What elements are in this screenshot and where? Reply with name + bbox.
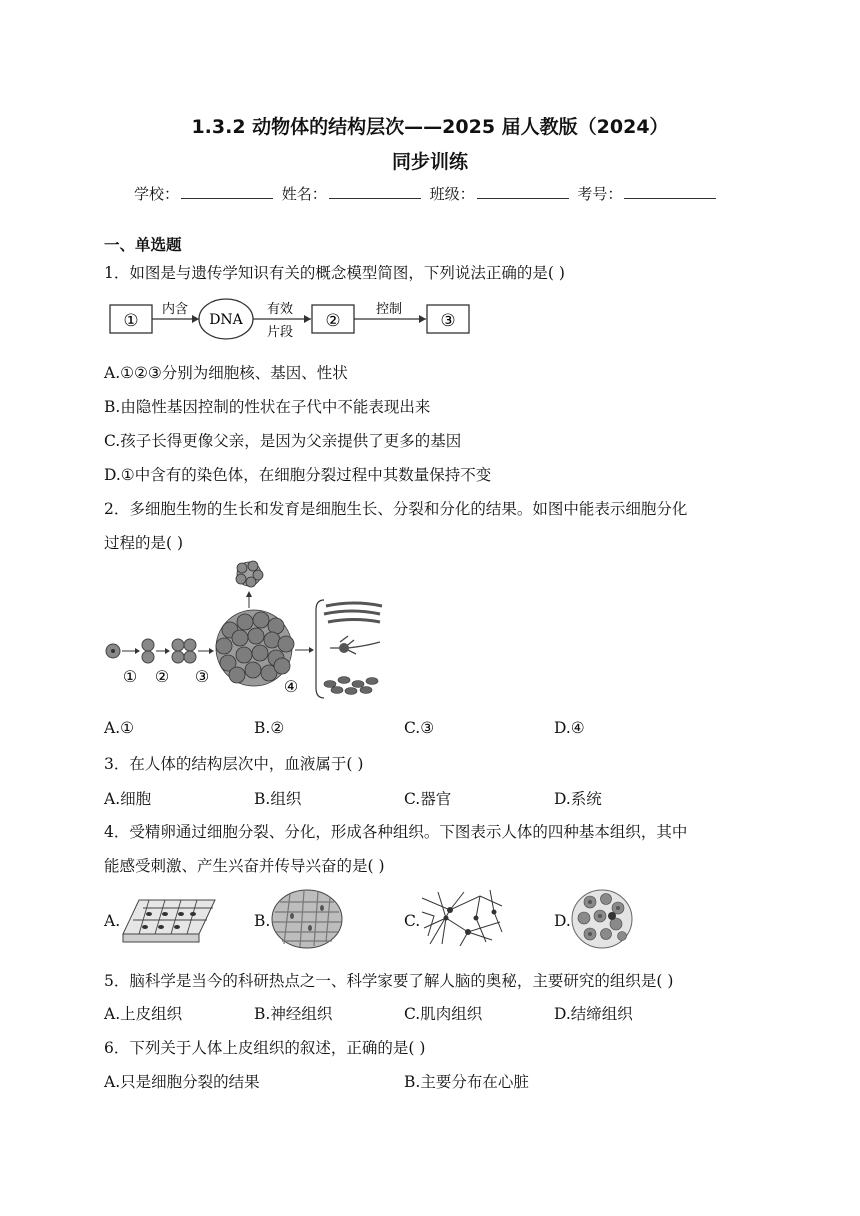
q1-dna-label: DNA xyxy=(209,312,243,328)
q1-box3-label: ③ xyxy=(440,311,456,331)
q3-option-d[interactable]: D.系统 xyxy=(554,790,602,808)
class-label: 班级： xyxy=(429,185,475,203)
student-info-row xyxy=(134,183,720,204)
page-title: 1.3.2 动物体的结构层次——2025 届人教版（2024） xyxy=(191,116,669,138)
q4-option-b[interactable]: B. xyxy=(254,912,271,930)
section-title: 一、单选题 xyxy=(104,236,182,254)
q3-option-b[interactable]: B.组织 xyxy=(254,790,302,808)
q4-muscle-tissue-image xyxy=(270,888,344,950)
exam-number-blank[interactable] xyxy=(624,184,716,199)
q1-box2-label: ② xyxy=(325,311,341,331)
q4-stem-line1: 4．受精卵通过细胞分裂、分化，形成各种组织。下图表示人体的四种基本组织，其中 xyxy=(104,823,688,841)
q2-label-4: ④ xyxy=(283,677,299,696)
q6-stem: 6．下列关于人体上皮组织的叙述，正确的是( ) xyxy=(104,1039,426,1057)
q4-option-d[interactable]: D. xyxy=(554,912,571,930)
q1-arrow3-label: 控制 xyxy=(375,302,403,317)
name-blank[interactable] xyxy=(329,184,421,199)
q1-concept-diagram xyxy=(104,295,474,345)
q2-label-1: ① xyxy=(122,667,138,686)
q2-stem-line1: 2．多细胞生物的生长和发育是细胞生长、分裂和分化的结果。如图中能表示细胞分化 xyxy=(104,500,688,518)
q2-option-c[interactable]: C.③ xyxy=(404,719,435,737)
q2-stem-line2: 过程的是( ) xyxy=(104,534,184,552)
q1-option-b[interactable]: B.由隐性基因控制的性状在子代中不能表现出来 xyxy=(104,398,431,416)
q1-stem: 1．如图是与遗传学知识有关的概念模型简图，下列说法正确的是( ) xyxy=(104,264,565,282)
q4-nervous-tissue-image xyxy=(420,888,504,948)
q4-stem-line2: 能感受刺激、产生兴奋并传导兴奋的是( ) xyxy=(104,857,385,875)
q5-option-a[interactable]: A.上皮组织 xyxy=(104,1005,183,1023)
name-label: 姓名： xyxy=(281,185,327,203)
q1-option-a[interactable]: A.①②③分别为细胞核、基因、性状 xyxy=(104,364,348,382)
q6-option-b[interactable]: B.主要分布在心脏 xyxy=(404,1073,529,1091)
q2-label-3: ③ xyxy=(194,667,210,686)
q2-option-d[interactable]: D.④ xyxy=(554,719,585,737)
class-blank[interactable] xyxy=(477,184,569,199)
q1-arrow1-label: 内含 xyxy=(161,302,189,317)
q5-option-b[interactable]: B.神经组织 xyxy=(254,1005,333,1023)
q4-option-c[interactable]: C. xyxy=(404,912,421,930)
q1-box1-label: ① xyxy=(123,311,139,331)
exam-number-label: 考号： xyxy=(577,185,623,203)
q1-arrow2-label-top: 有效 xyxy=(266,302,294,317)
q2-option-a[interactable]: A.① xyxy=(104,719,135,737)
q4-option-a[interactable]: A. xyxy=(104,912,121,930)
q2-option-b[interactable]: B.② xyxy=(254,719,285,737)
q2-label-2: ② xyxy=(154,667,170,686)
school-label: 学校： xyxy=(134,185,180,203)
q6-option-a[interactable]: A.只是细胞分裂的结果 xyxy=(104,1073,260,1091)
q3-option-c[interactable]: C.器官 xyxy=(404,790,452,808)
q1-arrow2-label-bottom: 片段 xyxy=(266,325,294,340)
q5-option-d[interactable]: D.结缔组织 xyxy=(554,1005,633,1023)
q4-epithelial-tissue-image xyxy=(121,890,217,946)
page-subtitle: 同步训练 xyxy=(391,151,468,173)
q1-option-c[interactable]: C.孩子长得更像父亲，是因为父亲提供了更多的基因 xyxy=(104,432,462,450)
q3-stem: 3．在人体的结构层次中，血液属于( ) xyxy=(104,755,364,773)
q5-option-c[interactable]: C.肌肉组织 xyxy=(404,1005,483,1023)
school-blank[interactable] xyxy=(181,184,273,199)
q1-option-d[interactable]: D.①中含有的染色体，在细胞分裂过程中其数量保持不变 xyxy=(104,466,492,484)
q4-connective-tissue-image xyxy=(570,888,634,950)
q5-stem: 5．脑科学是当今的科研热点之一、科学家要了解人脑的奥秘，主要研究的组织是( ) xyxy=(104,972,674,990)
q2-cell-differentiation-figure xyxy=(104,560,389,708)
q3-option-a[interactable]: A.细胞 xyxy=(104,790,152,808)
